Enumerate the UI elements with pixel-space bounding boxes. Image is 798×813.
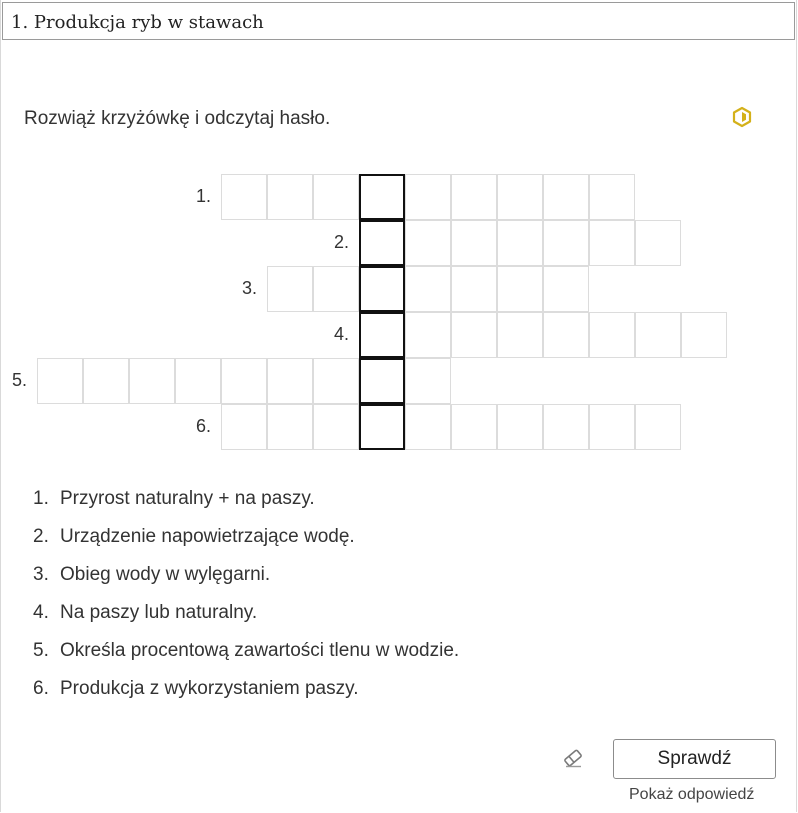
crossword-cell[interactable] — [497, 404, 543, 450]
crossword-cell[interactable] — [405, 266, 451, 312]
crossword-key-cell[interactable] — [359, 220, 405, 266]
eraser-icon[interactable] — [562, 747, 584, 769]
crossword-cell[interactable] — [543, 266, 589, 312]
clue-text: Obieg wody w wylęgarni. — [60, 564, 271, 585]
clue-number: 3. — [33, 564, 49, 585]
crossword-row-number: 2. — [333, 232, 349, 252]
clue-text: Produkcja z wykorzystaniem paszy. — [60, 678, 359, 699]
clue-number: 6. — [33, 678, 49, 699]
crossword-cell[interactable] — [543, 312, 589, 358]
clue-number: 2. — [33, 526, 49, 547]
crossword-cell[interactable] — [451, 404, 497, 450]
crossword-cell[interactable] — [497, 174, 543, 220]
clue-item — [33, 526, 459, 564]
exercise-title: 1. Produkcja ryb w stawach — [11, 12, 264, 33]
crossword-cell[interactable] — [635, 220, 681, 266]
crossword-cell[interactable] — [175, 358, 221, 404]
crossword-cell[interactable] — [405, 312, 451, 358]
clue-number: 1. — [33, 488, 49, 509]
crossword-cell[interactable] — [451, 312, 497, 358]
crossword-key-cell[interactable] — [359, 404, 405, 450]
show-answer-link[interactable]: Pokaż odpowiedź — [629, 786, 755, 803]
crossword-cell[interactable] — [313, 174, 359, 220]
crossword-key-cell[interactable] — [359, 312, 405, 358]
crossword-cell[interactable] — [635, 404, 681, 450]
crossword-cell[interactable] — [451, 220, 497, 266]
crossword-row-number: 5. — [11, 370, 27, 390]
crossword-key-cell[interactable] — [359, 266, 405, 312]
clue-item — [33, 564, 459, 602]
clue-text: Urządzenie napowietrzające wodę. — [60, 526, 355, 547]
clue-number: 4. — [33, 602, 49, 623]
crossword-cell[interactable] — [681, 312, 727, 358]
crossword-cell[interactable] — [313, 404, 359, 450]
crossword-cell[interactable] — [589, 174, 635, 220]
exercise-title-bar — [2, 2, 795, 40]
crossword-row-number: 4. — [333, 324, 349, 344]
crossword-cell[interactable] — [589, 312, 635, 358]
clue-item — [33, 488, 459, 526]
clue-item — [33, 602, 459, 640]
crossword-cell[interactable] — [543, 220, 589, 266]
crossword-cell[interactable] — [267, 266, 313, 312]
crossword-cell[interactable] — [543, 174, 589, 220]
crossword-cell[interactable] — [497, 220, 543, 266]
clue-text: Przyrost naturalny + na paszy. — [60, 488, 315, 509]
crossword-cell[interactable] — [589, 220, 635, 266]
check-button[interactable]: Sprawdź — [613, 739, 776, 779]
crossword-row-number: 6. — [195, 416, 211, 436]
crossword-cell[interactable] — [589, 404, 635, 450]
crossword-cell[interactable] — [313, 358, 359, 404]
crossword-cell[interactable] — [267, 404, 313, 450]
clue-list — [33, 488, 459, 716]
hexagon-info-icon[interactable] — [731, 106, 753, 128]
crossword-key-cell[interactable] — [359, 358, 405, 404]
crossword-cell[interactable] — [221, 358, 267, 404]
crossword-cell[interactable] — [451, 266, 497, 312]
crossword-cell[interactable] — [405, 404, 451, 450]
crossword-cell[interactable] — [267, 174, 313, 220]
clue-text: Określa procentową zawartości tlenu w wodzie. — [60, 640, 460, 661]
crossword-cell[interactable] — [635, 312, 681, 358]
crossword-cell[interactable] — [313, 266, 359, 312]
crossword-row-number: 3. — [241, 278, 257, 298]
crossword-cell[interactable] — [37, 358, 83, 404]
crossword-cell[interactable] — [267, 358, 313, 404]
clue-item — [33, 640, 459, 678]
crossword-cell[interactable] — [405, 220, 451, 266]
crossword-cell[interactable] — [497, 266, 543, 312]
clue-number: 5. — [33, 640, 49, 661]
crossword-cell[interactable] — [221, 174, 267, 220]
crossword-row-number: 1. — [195, 186, 211, 206]
crossword-cell[interactable] — [83, 358, 129, 404]
crossword-cell[interactable] — [405, 358, 451, 404]
crossword-key-cell[interactable] — [359, 174, 405, 220]
crossword-cell[interactable] — [543, 404, 589, 450]
crossword-cell[interactable] — [221, 404, 267, 450]
crossword-cell[interactable] — [451, 174, 497, 220]
crossword-cell[interactable] — [497, 312, 543, 358]
instruction-text: Rozwiąż krzyżówkę i odczytaj hasło. — [24, 108, 331, 129]
clue-item — [33, 678, 459, 716]
crossword-cell[interactable] — [129, 358, 175, 404]
clue-text: Na paszy lub naturalny. — [60, 602, 258, 623]
crossword-cell[interactable] — [405, 174, 451, 220]
